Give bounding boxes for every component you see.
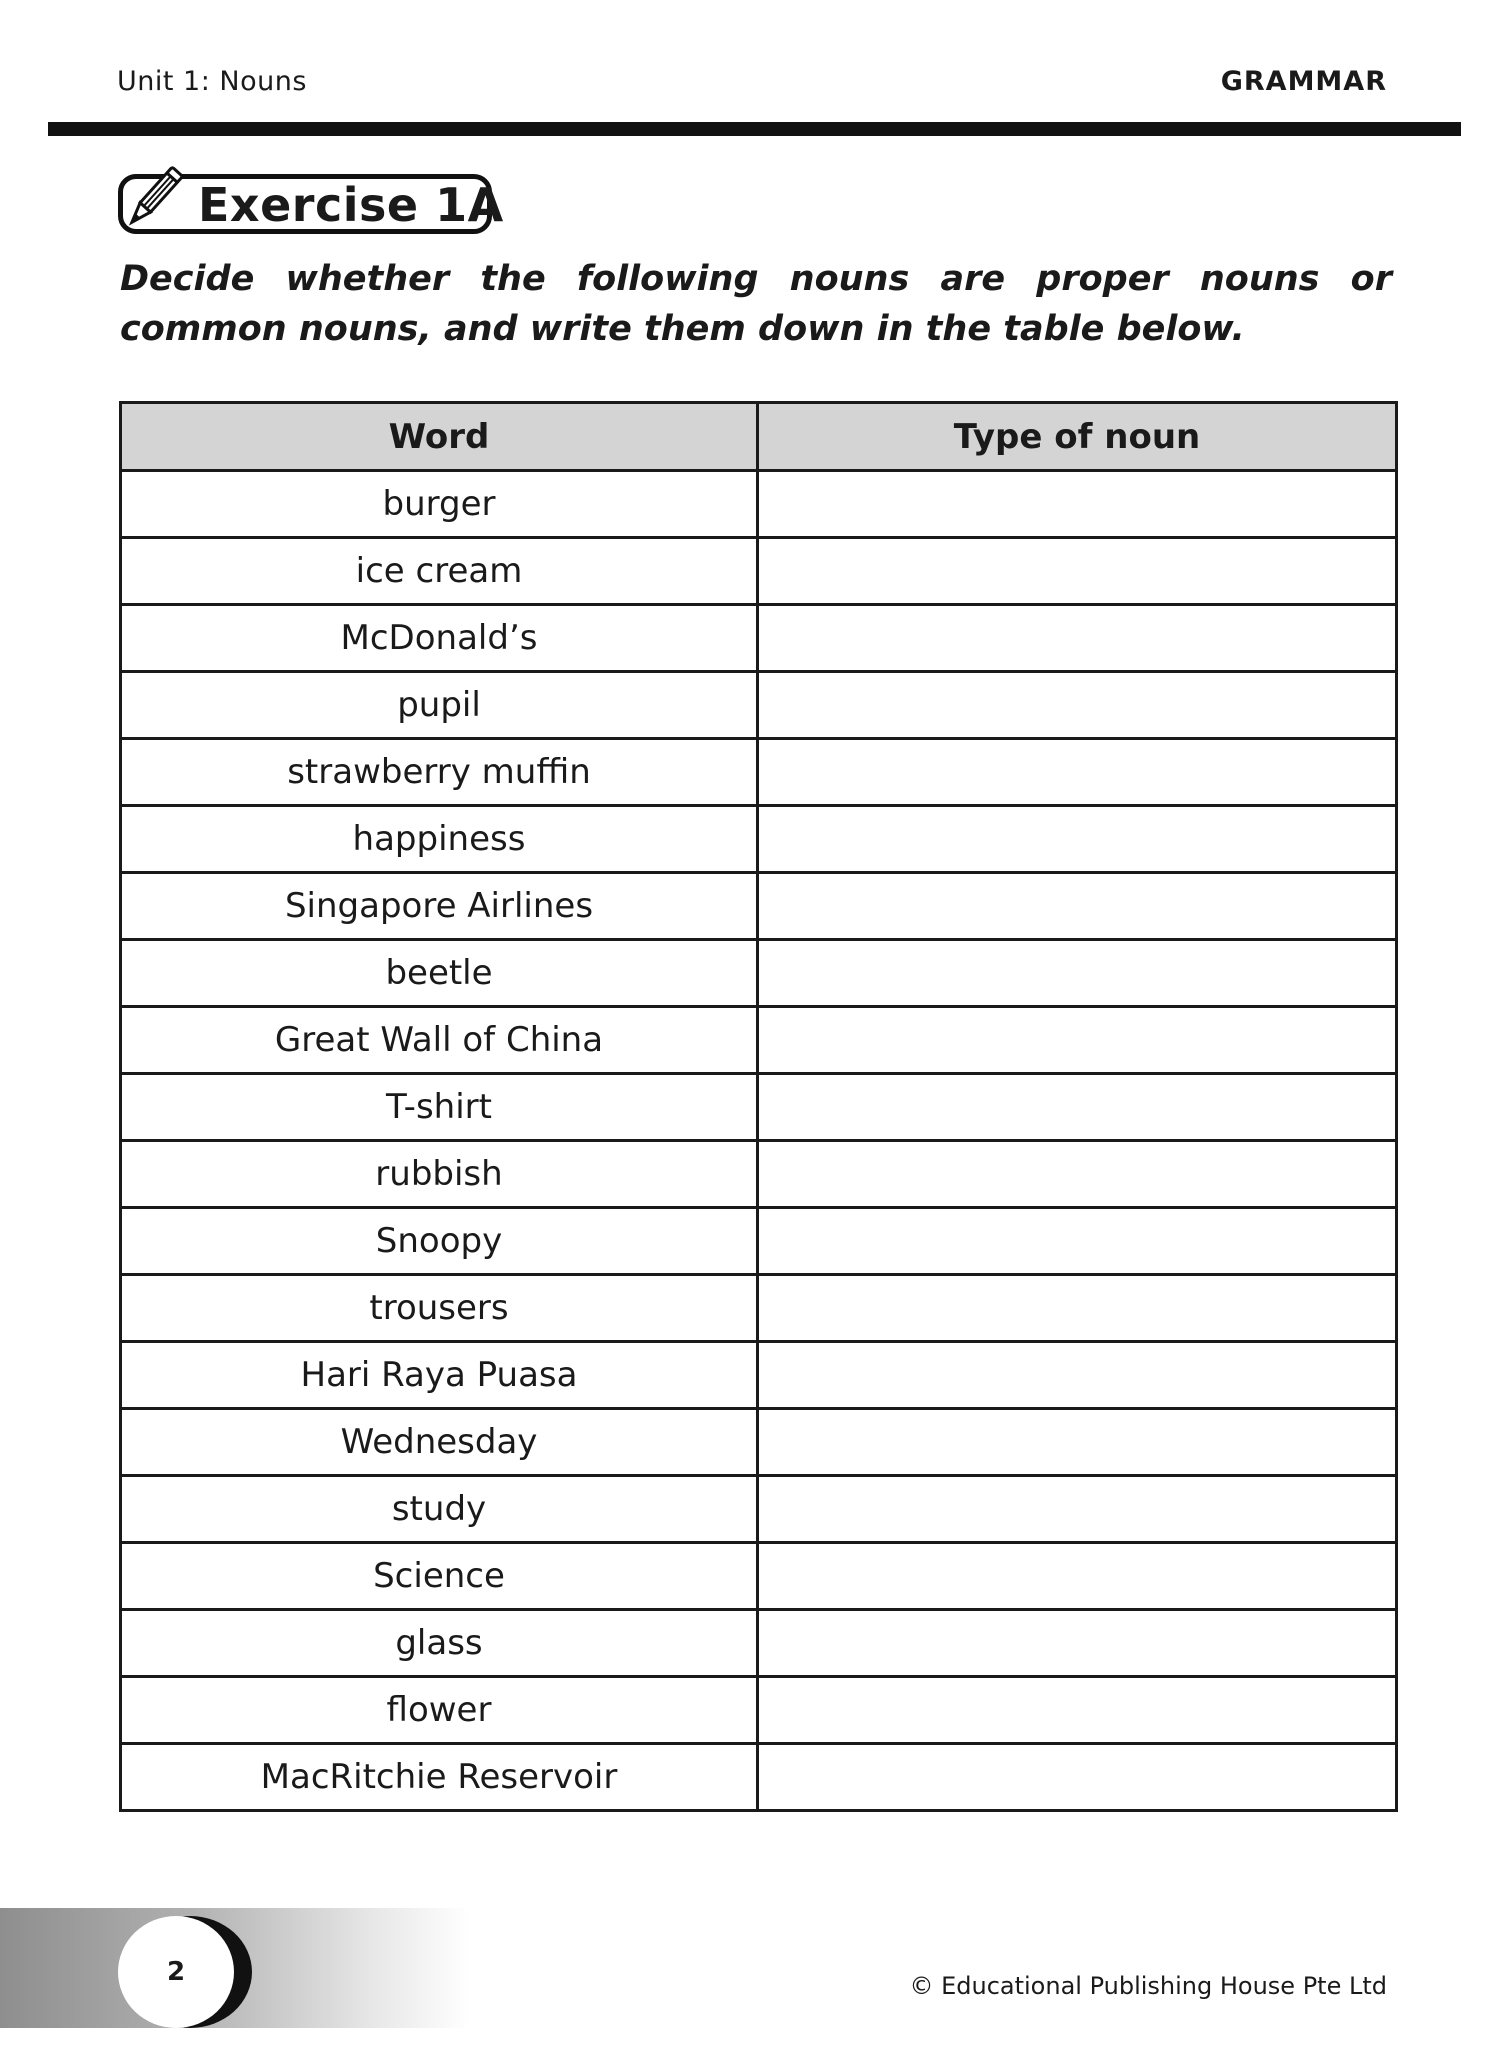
type-of-noun-cell[interactable]	[758, 538, 1397, 605]
table-row	[121, 1409, 1397, 1476]
instructions: Decide whether the following nouns are proper nouns or common nouns, and write them down in the table below.	[120, 259, 1392, 349]
type-of-noun-cell[interactable]	[758, 1208, 1397, 1275]
table-row	[121, 471, 1397, 538]
table-row	[121, 538, 1397, 605]
table-row	[121, 1744, 1397, 1811]
word-cell: Hari Raya Puasa	[121, 1342, 758, 1409]
word-cell: Great Wall of China	[121, 1007, 758, 1074]
word-cell: Singapore Airlines	[121, 873, 758, 940]
type-of-noun-cell[interactable]	[758, 1141, 1397, 1208]
word-cell: Wednesday	[121, 1409, 758, 1476]
type-of-noun-cell[interactable]	[758, 1610, 1397, 1677]
unit-label: Unit 1: Nouns	[117, 66, 307, 97]
page-number: 2	[166, 1957, 186, 1987]
table-row	[121, 806, 1397, 873]
word-cell: T-shirt	[121, 1074, 758, 1141]
word-cell: Snoopy	[121, 1208, 758, 1275]
column-header-word: Word	[121, 403, 758, 471]
table-header-row	[121, 403, 1397, 471]
word-cell: flower	[121, 1677, 758, 1744]
word-cell: rubbish	[121, 1141, 758, 1208]
copyright: © Educational Publishing House Pte Ltd	[909, 1972, 1387, 2000]
table-row	[121, 1543, 1397, 1610]
word-cell: trousers	[121, 1275, 758, 1342]
type-of-noun-cell[interactable]	[758, 873, 1397, 940]
table-row	[121, 1342, 1397, 1409]
type-of-noun-cell[interactable]	[758, 806, 1397, 873]
table-row	[121, 1074, 1397, 1141]
type-of-noun-cell[interactable]	[758, 1275, 1397, 1342]
table-row	[121, 1476, 1397, 1543]
exercise-title: Exercise 1A	[198, 178, 504, 232]
header-divider	[48, 122, 1461, 136]
table-row	[121, 1275, 1397, 1342]
word-cell: burger	[121, 471, 758, 538]
type-of-noun-cell[interactable]	[758, 1543, 1397, 1610]
table-row	[121, 1677, 1397, 1744]
type-of-noun-cell[interactable]	[758, 739, 1397, 806]
type-of-noun-cell[interactable]	[758, 1476, 1397, 1543]
word-cell: McDonald’s	[121, 605, 758, 672]
word-cell: beetle	[121, 940, 758, 1007]
section-label: GRAMMAR	[1220, 66, 1387, 97]
column-header-type: Type of noun	[758, 403, 1397, 471]
table-row	[121, 1610, 1397, 1677]
word-cell: MacRitchie Reservoir	[121, 1744, 758, 1811]
pencil-icon	[112, 160, 192, 240]
table-row	[121, 672, 1397, 739]
table-row	[121, 739, 1397, 806]
type-of-noun-cell[interactable]	[758, 1074, 1397, 1141]
type-of-noun-cell[interactable]	[758, 1409, 1397, 1476]
table-row	[121, 873, 1397, 940]
table-row	[121, 940, 1397, 1007]
type-of-noun-cell[interactable]	[758, 1744, 1397, 1811]
type-of-noun-cell[interactable]	[758, 672, 1397, 739]
type-of-noun-cell[interactable]	[758, 940, 1397, 1007]
table-row	[121, 1007, 1397, 1074]
word-cell: strawberry muffin	[121, 739, 758, 806]
table-row	[121, 1208, 1397, 1275]
type-of-noun-cell[interactable]	[758, 605, 1397, 672]
word-cell: ice cream	[121, 538, 758, 605]
noun-table	[119, 401, 1398, 1812]
word-cell: Science	[121, 1543, 758, 1610]
type-of-noun-cell[interactable]	[758, 1677, 1397, 1744]
type-of-noun-cell[interactable]	[758, 1007, 1397, 1074]
table-row	[121, 605, 1397, 672]
word-cell: glass	[121, 1610, 758, 1677]
word-cell: study	[121, 1476, 758, 1543]
word-cell: pupil	[121, 672, 758, 739]
type-of-noun-cell[interactable]	[758, 471, 1397, 538]
type-of-noun-cell[interactable]	[758, 1342, 1397, 1409]
table-row	[121, 1141, 1397, 1208]
word-cell: happiness	[121, 806, 758, 873]
